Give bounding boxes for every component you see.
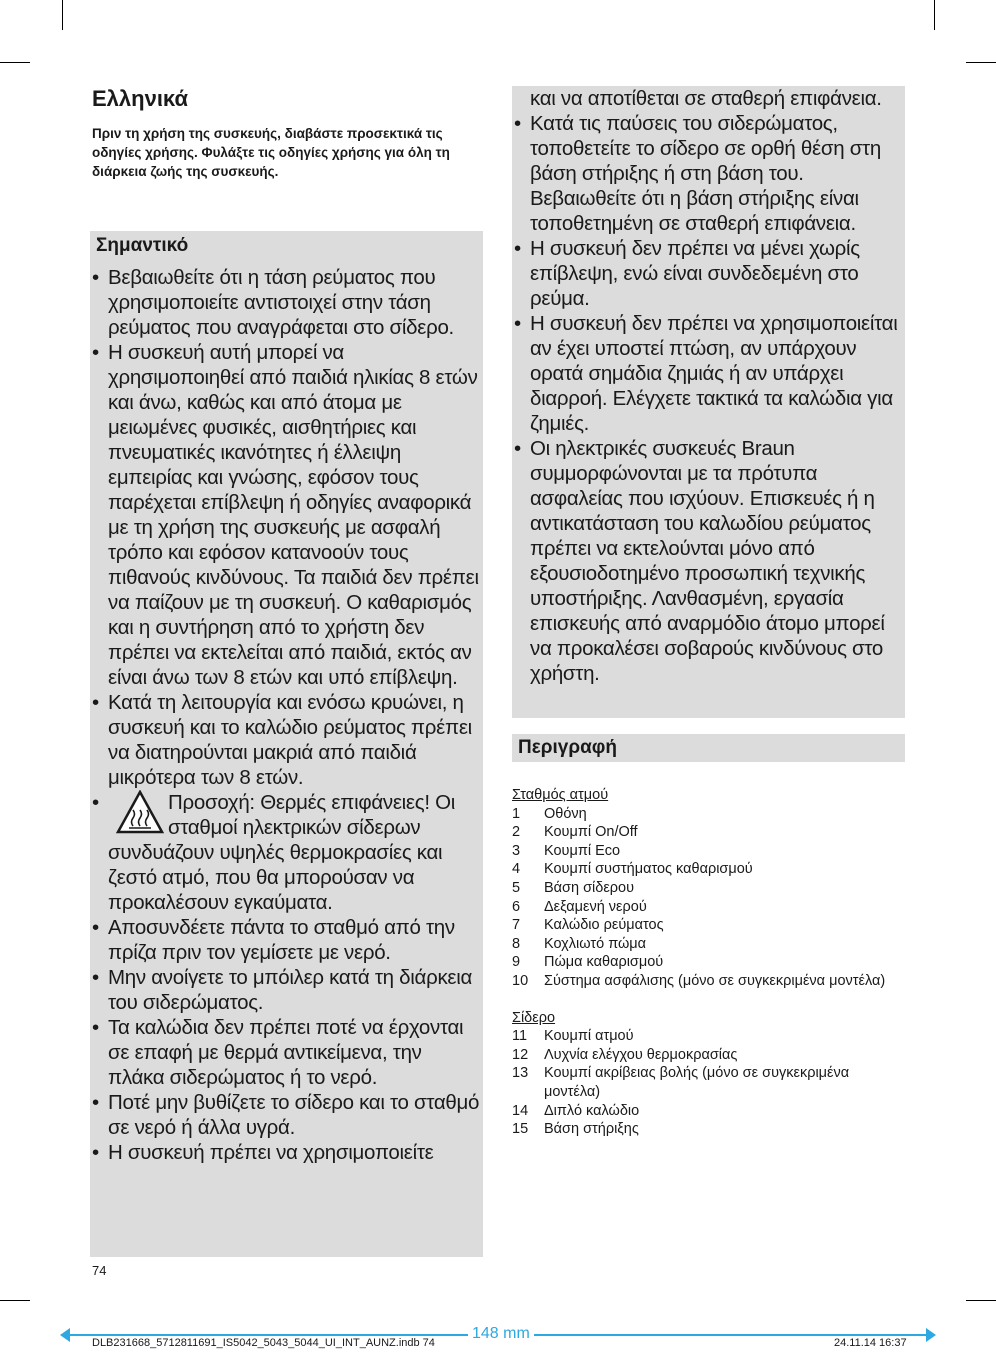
list-item: • Η συσκευή αυτή μπορεί να χρησιμοποιηθεί από παιδιά ηλικίας 8 ετών και άνω, καθώς και από άτομα με μειωμένες φυσικές, αισθητήριες και πνευματικές ικανότητες ή έλλειψη εμπειρίας και γνώσης, εφόσον τους παρέχεται επίβλεψη ή οδηγίες αναφορικά με τη χρήση της συσκευής με ασφαλή τρόπο και εφόσον κατανοούν τους πιθανούς κινδύνους. Τα παιδιά δεν πρέπει να παίζουν με τη συσκευή. Ο καθαρισμός και η συντήρηση από το χρήστη δεν πρέπει να εκτελείται από παιδιά, εκτός αν είναι άνω των 8 ετών και υπό επίβλεψη. (90, 340, 483, 690)
crop-mark (0, 1300, 30, 1301)
important-box-left (90, 231, 483, 1257)
list-item: • Ποτέ μην βυθίζετε το σίδερο και το σταθμό σε νερό ή άλλα υγρά. (90, 1090, 483, 1140)
width-label: 148 mm (468, 1325, 534, 1343)
arrow-right-icon (926, 1328, 936, 1342)
crop-mark (966, 1300, 996, 1301)
list-item-continuation: και να αποτίθεται σε σταθερή επιφάνεια. (530, 87, 882, 110)
list-item: • Οι ηλεκτρικές συσκευές Braun συμμορφώνονται με τα πρότυπα ασφαλείας που ισχύουν. Επισκευές ή η αντικατάσταση του καλωδίου ρεύματος πρέπει να εκτελούνται μόνο από εξουσιοδοτημένο προσωπική τεχνικής υποστήριξης. Λανθασμένη, εργασία επισκευής από αναρμόδιο άτομο μπορεί να προκαλέσει σοβαρούς κινδύνους στο χρήστη. (512, 436, 905, 686)
important-list (90, 265, 483, 1165)
page-title: Ελληνικά (92, 86, 188, 111)
list-item: 8 Κοχλιωτό πώμα (512, 935, 647, 952)
footer-file: DLB231668_5712811691_IS5042_5043_5044_UI_INT_AUNZ.indb 74 (92, 1337, 435, 1349)
description-heading-bar (512, 734, 905, 762)
list-item: 5 Βάση σίδερου (512, 879, 635, 896)
list-item: • Βεβαιωθείτε ότι η τάση ρεύματος που χρησιμοποιείτε αντιστοιχεί στην τάση ρεύματος που αναγράφεται στο σίδερο. (90, 265, 483, 340)
parts-list (512, 786, 907, 1139)
crop-mark (934, 0, 935, 30)
list-item: 11 Κουμπί ατμού (512, 1028, 634, 1045)
list-item: 6 Δεξαμενή νερού (512, 898, 647, 915)
list-item: 7 Καλώδιο ρεύματος (512, 917, 664, 934)
group-title-iron: Σίδερο (512, 1009, 556, 1026)
list-item: 10 Σύστημα ασφάλισης (μόνο σε συγκεκριμένα μοντέλα) (512, 972, 886, 989)
list-item: • Κατά τη λειτουργία και ενόσω κρυώνει, η συσκευή και το καλώδιο ρεύματος πρέπει να διατηρούνται μακριά από παιδιά μικρότερα των 8 ετών. (90, 690, 483, 790)
list-item: 12 Λυχνία ελέγχου θερμοκρασίας (512, 1046, 738, 1063)
important-heading: Σημαντικό (96, 235, 189, 256)
list-item: • Αποσυνδέετε πάντα το σταθμό από την πρίζα πριν τον γεμίσετε με νερό. (90, 915, 483, 965)
footer-date: 24.11.14 16:37 (834, 1337, 907, 1349)
list-item: • Τα καλώδια δεν πρέπει ποτέ να έρχονται σε επαφή με θερμά αντικείμενα, την πλάκα σιδερώματος ή το νερό. (90, 1015, 483, 1090)
list-item: 15 Βάση στήριξης (512, 1121, 639, 1138)
list-item: 13 Κουμπί ακρίβειας βολής (μόνο σε συγκεκριμένα μοντέλα) (512, 1065, 850, 1100)
list-item-warning: • Προσοχή: Θερμές επιφάνειες! Οι σταθμοί ηλεκτρικών σίδερων συνδυάζουν υψηλές θερμοκρασίες και ζεστό ατμό, που θα μπορούσαν να προκαλέσουν εγκαύματα. (90, 790, 483, 915)
list-item: • Κατά τις παύσεις του σιδερώματος, τοποθετείτε το σίδερο σε ορθή θέση στη βάση στήριξης ή στη βάση του. Βεβαιωθείτε ότι η βάση στήριξης είναι τοποθετημένη σε σταθερή επιφάνεια. (512, 111, 905, 236)
description-heading: Περιγραφή (518, 737, 617, 758)
list-item: • Η συσκευή δεν πρέπει να χρησιμοποιείται αν έχει υποστεί πτώση, αν υπάρχουν ορατά σημάδια ζημιάς ή αν υπάρχει διαρροή. Ελέγχετε τακτικά τα καλώδια για ζημιές. (512, 311, 905, 436)
page-number: 74 (92, 1263, 107, 1278)
crop-mark (0, 62, 30, 63)
list-item: • Μην ανοίγετε το μπόιλερ κατά τη διάρκεια του σιδερώματος. (90, 965, 483, 1015)
list-item: • Η συσκευή δεν πρέπει να μένει χωρίς επίβλεψη, ενώ είναι συνδεδεμένη στο ρεύμα. (512, 236, 905, 311)
crop-mark (966, 62, 996, 63)
list-item: 3 Κουμπί Eco (512, 842, 621, 859)
intro-text: Πριν τη χρήση της συσκευής, διαβάστε προσεκτικά τις οδηγίες χρήσης. Φυλάξτε τις οδηγίες χρήσης για όλη τη διάρκεια ζωής της συσκευής. (92, 126, 450, 179)
list-item: 14 Διπλό καλώδιο (512, 1102, 640, 1119)
list-item: • Η συσκευή πρέπει να χρησιμοποιείτε (90, 1140, 483, 1165)
list-item: 2 Κουμπί On/Off (512, 824, 638, 841)
important-list-right (512, 111, 905, 686)
arrow-left-icon (60, 1328, 70, 1342)
hot-surface-warning-icon (116, 790, 164, 834)
group-title-station: Σταθμός ατμού (512, 787, 609, 803)
important-box-right (512, 86, 905, 718)
list-item: 1 Οθόνη (512, 805, 587, 822)
crop-mark (62, 0, 63, 30)
list-item: 9 Πώμα καθαρισμού (512, 954, 664, 971)
list-item: 4 Κουμπί συστήματος καθαρισμού (512, 861, 753, 878)
